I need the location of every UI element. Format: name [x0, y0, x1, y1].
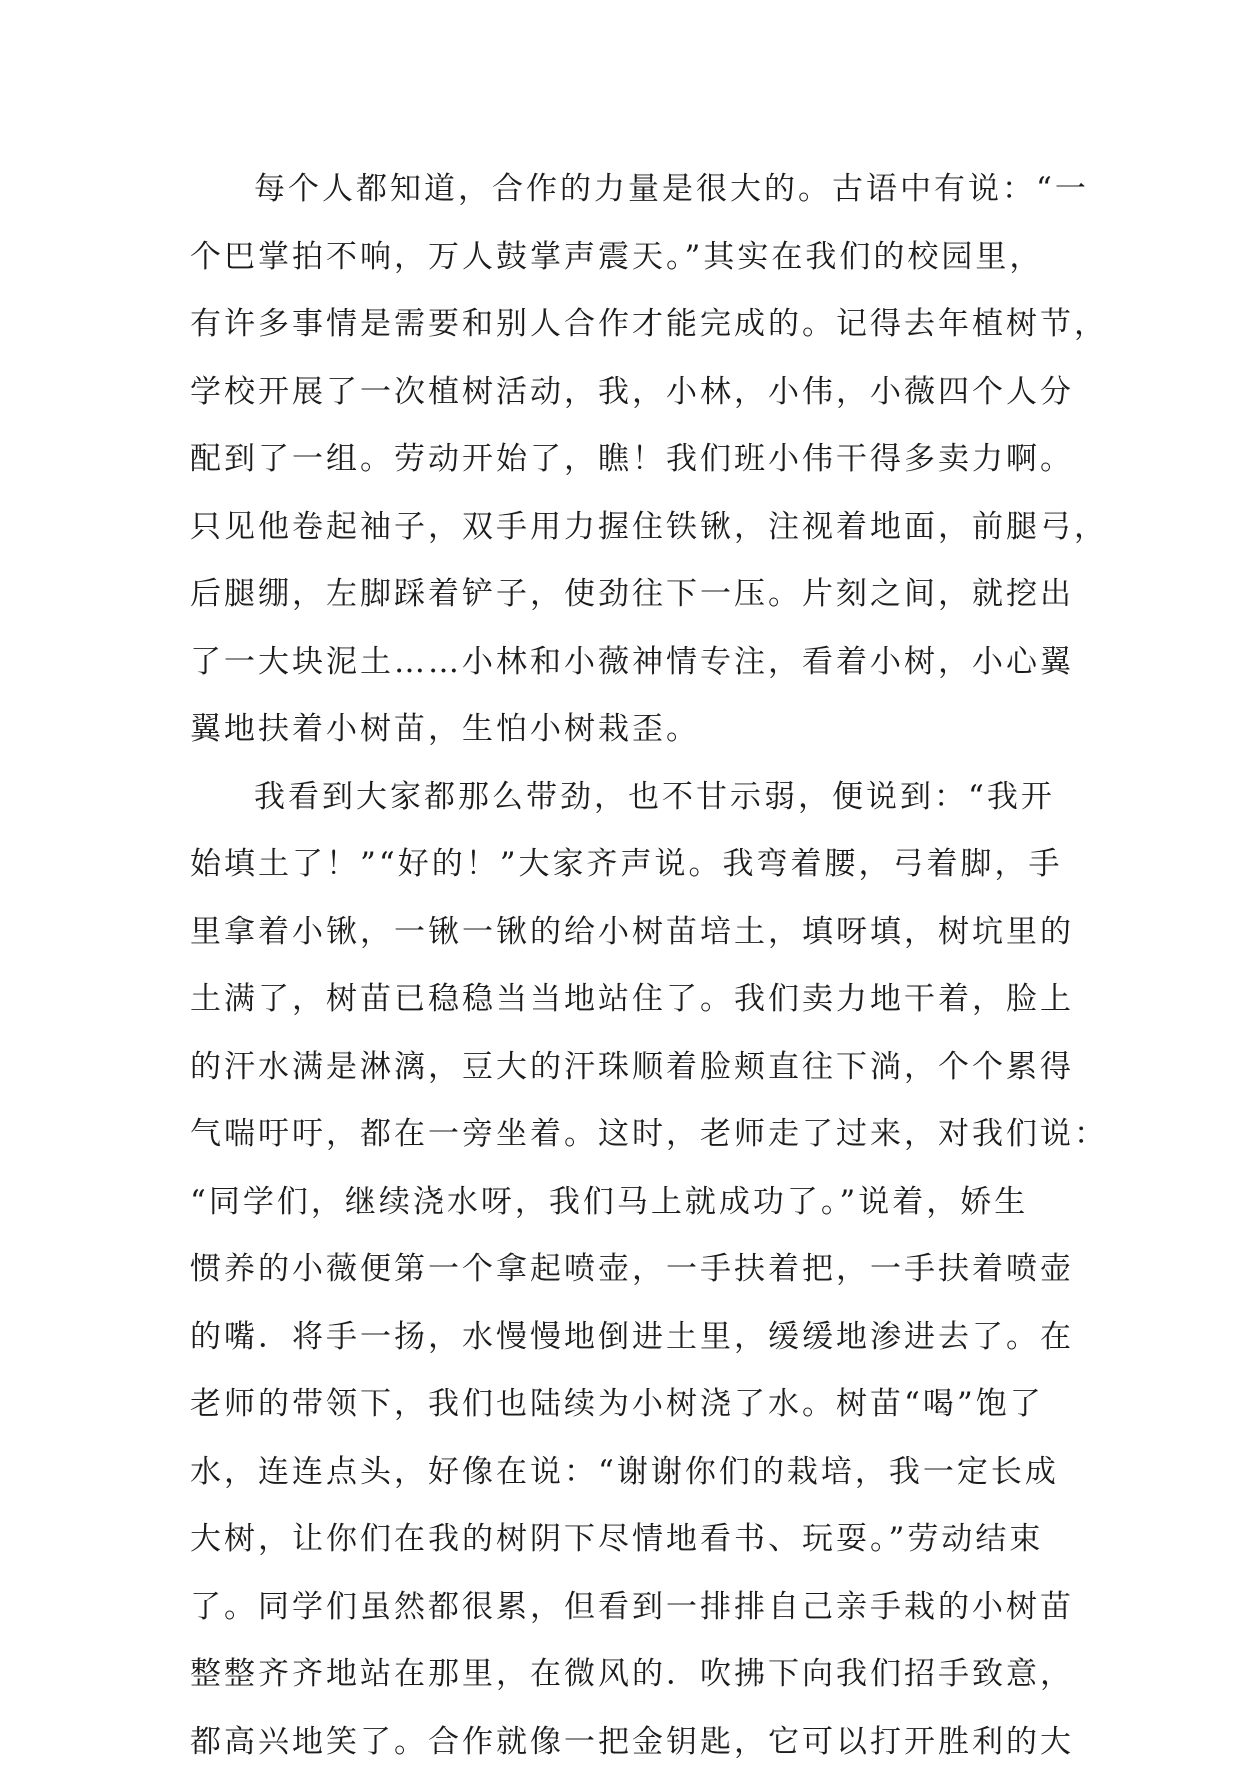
- text-line: “同学们，继续浇水呀，我们马上就成功了。”说着，娇生: [190, 1169, 1080, 1237]
- text-line: 了。同学们虽然都很累，但看到一排排自己亲手栽的小树苗: [190, 1574, 1080, 1642]
- text-line: 的汗水满是淋漓，豆大的汗珠顺着脸颊直往下淌，个个累得: [190, 1034, 1080, 1102]
- text-line: 配到了一组。劳动开始了，瞧！我们班小伟干得多卖力啊。: [190, 426, 1080, 494]
- text-line: 学校开展了一次植树活动，我，小林，小伟，小薇四个人分: [190, 359, 1080, 427]
- text-line: 翼地扶着小树苗，生怕小树栽歪。: [190, 696, 1080, 764]
- text-line: 的嘴．将手一扬，水慢慢地倒进土里，缓缓地渗进去了。在: [190, 1304, 1080, 1372]
- text-line: 只见他卷起袖子，双手用力握住铁锹，注视着地面，前腿弓，: [190, 494, 1080, 562]
- text-line: 个巴掌拍不响，万人鼓掌声震天。”其实在我们的校园里，: [190, 224, 1080, 292]
- text-line: 整整齐齐地站在那里，在微风的．吹拂下向我们招手致意，: [190, 1641, 1080, 1709]
- text-line: 都高兴地笑了。合作就像一把金钥匙，它可以打开胜利的大: [190, 1709, 1080, 1776]
- text-line: 里拿着小锹，一锹一锹的给小树苗培土，填呀填，树坑里的: [190, 899, 1080, 967]
- text-line: 始填土了！”“好的！”大家齐声说。我弯着腰，弓着脚，手: [190, 831, 1080, 899]
- text-line: 惯养的小薇便第一个拿起喷壶，一手扶着把，一手扶着喷壶: [190, 1236, 1080, 1304]
- text-line: 我看到大家都那么带劲，也不甘示弱，便说到：“我开: [190, 764, 1080, 832]
- text-line: 土满了，树苗已稳稳当当地站住了。我们卖力地干着，脸上: [190, 966, 1080, 1034]
- text-line: 有许多事情是需要和别人合作才能完成的。记得去年植树节，: [190, 291, 1080, 359]
- essay-body: [190, 156, 1080, 1776]
- text-line: 老师的带领下，我们也陆续为小树浇了水。树苗“喝”饱了: [190, 1371, 1080, 1439]
- text-line: 了一大块泥土……小林和小薇神情专注，看着小树，小心翼: [190, 629, 1080, 697]
- text-line: 大树，让你们在我的树阴下尽情地看书、玩耍。”劳动结束: [190, 1506, 1080, 1574]
- text-line: 气喘吁吁，都在一旁坐着。这时，老师走了过来，对我们说：: [190, 1101, 1080, 1169]
- text-line: 后腿绷，左脚踩着铲子，使劲往下一压。片刻之间，就挖出: [190, 561, 1080, 629]
- text-line: 每个人都知道，合作的力量是很大的。古语中有说：“一: [190, 156, 1080, 224]
- text-line: 水，连连点头，好像在说：“谢谢你们的栽培，我一定长成: [190, 1439, 1080, 1507]
